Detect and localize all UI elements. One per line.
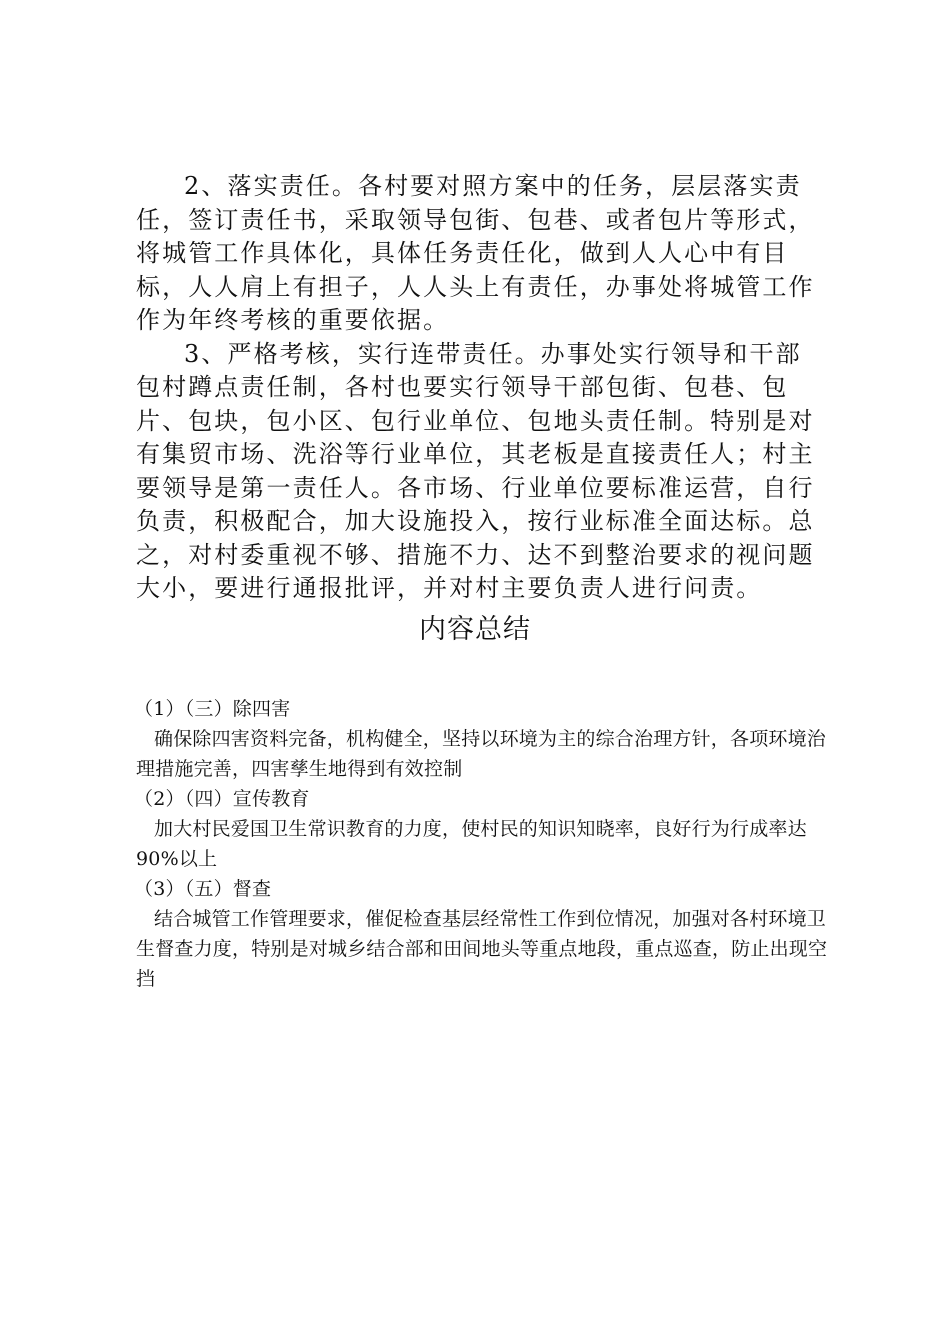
summary-item-title: （1）（三）除四害 [134, 698, 291, 720]
body-text [136, 170, 826, 606]
summary-heading: 内容总结 [419, 614, 531, 645]
summary-item-body: 加大村民爱国卫生常识教育的力度，使村民的知识知晓率，良好行为行成率达 90%以上 [136, 818, 807, 870]
paragraph-responsibility: 2、落实责任。各村要对照方案中的任务，层层落实责任，签订责任书，采取领导包街、包巷、或者包片等形式，将城管工作具体化，具体任务责任化，做到人人心中有目标，人人肩上有担子，人人头上有责任，办事处将城管工作作为年终考核的重要依据。 [136, 172, 815, 334]
summary-list [136, 694, 836, 994]
summary-item-body: 结合城管工作管理要求，催促检查基层经常性工作到位情况，加强对各村环境卫生督查力度，特别是对城乡结合部和田间地头等重点地段，重点巡查，防止出现空挡 [136, 908, 828, 990]
summary-item-title: （3）（五）督查 [134, 878, 272, 900]
summary-item-body: 确保除四害资料完备，机构健全，坚持以环境为主的综合治理方针，各项环境治理措施完善，四害孳生地得到有效控制 [136, 728, 827, 780]
paragraph-assessment: 3、严格考核，实行连带责任。办事处实行领导和干部包村蹲点责任制，各村也要实行领导干部包街、包巷、包片、包块，包小区、包行业单位、包地头责任制。特别是对有集贸市场、洗浴等行业单位，其老板是直接责任人；村主要领导是第一责任人。各市场、行业单位要标准运营，自行负责，积极配合，加大设施投入，按行业标准全面达标。总之，对村委重视不够、措施不力、达不到整治要求的视问题大小，要进行通报批评，并对村主要负责人进行问责。 [136, 339, 815, 602]
summary-item-title: （2）（四）宣传教育 [134, 788, 310, 810]
